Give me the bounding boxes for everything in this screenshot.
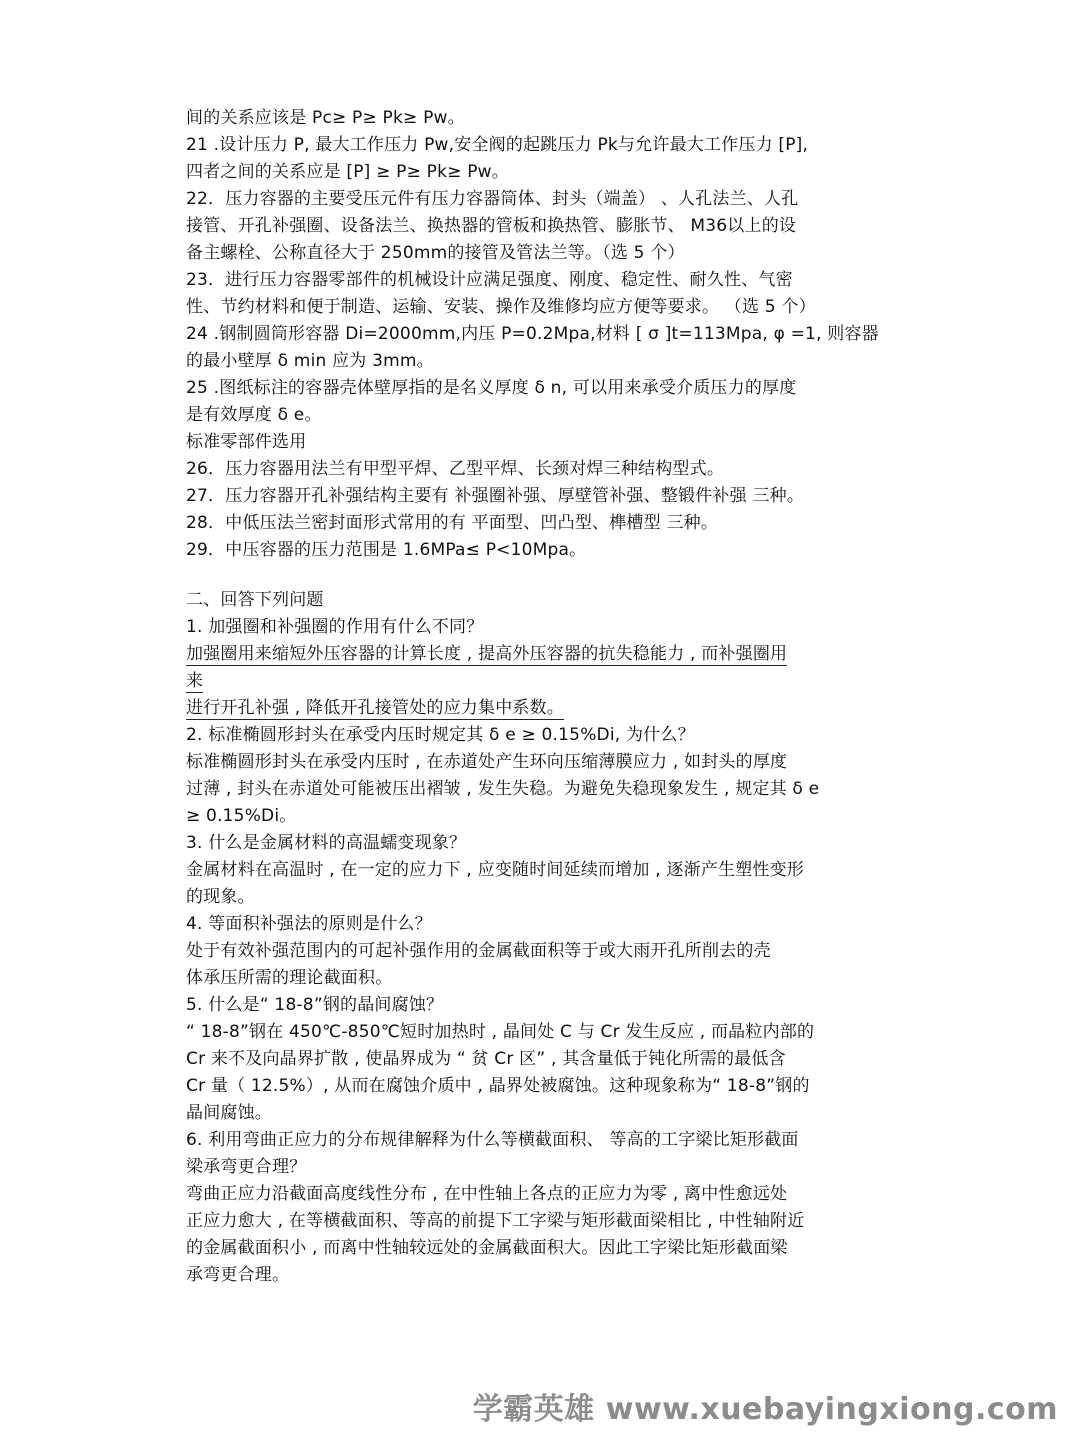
underlined-answer: 进行开孔补强 , 降低开孔接管处的应力集中系数。 — [186, 698, 565, 718]
answer-5-line: Cr 来不及向晶界扩散 , 使晶界成为 “ 贫 Cr 区” , 其含量低于钝化所需的最低含 — [186, 1049, 786, 1069]
question-28-line: 28．中低压法兰密封面形式常用的有 平面型、凹凸型、榫槽型 三种。 — [186, 513, 719, 533]
answer-1-line — [186, 697, 564, 719]
text-line: 间的关系应该是 Pc≥ P≥ Pk≥ Pw。 — [186, 108, 465, 128]
text-line: 接管、开孔补强圈、设备法兰、换热器的管板和换热管、膨胀节、 M36以上的设 — [186, 216, 797, 236]
text-line: 备主螺栓、公称直径大于 250mm的接管及管法兰等。（选 5 个） — [186, 243, 685, 263]
answer-1-line — [186, 643, 787, 665]
question-27-line: 27．压力容器开孔补强结构主要有 补强圈补强、厚壁管补强、整锻件补强 三种。 — [186, 486, 805, 506]
section-heading-answer-questions: 二、回答下列问题 — [186, 590, 324, 610]
text-line: 的最小壁厚 δ min 应为 3mm。 — [186, 351, 434, 371]
question-23-line: 23．进行压力容器零部件的机械设计应满足强度、刚度、稳定性、耐久性、气密 — [186, 270, 793, 290]
question-24-line: 24 .钢制圆筒形容器 Di=2000mm,内压 P=0.2Mpa,材料 [ σ ]t=113Mpa, φ =1, 则容器 — [186, 324, 879, 344]
section-heading-standard-parts: 标准零部件选用 — [186, 432, 307, 452]
answer-5-line: Cr 量（ 12.5%）, 从而在腐蚀介质中 , 晶界处被腐蚀。这种现象称为“ 18-8”钢的 — [186, 1076, 810, 1096]
question-26-line: 26．压力容器用法兰有甲型平焊、乙型平焊、长颈对焊三种结构型式。 — [186, 459, 725, 479]
answer-5-line: “ 18-8”钢在 450℃-850℃短时加热时 , 晶间处 C 与 Cr 发生反应 , 而晶粒内部的 — [186, 1022, 815, 1042]
answer-6-line: 承弯更合理。 — [186, 1265, 290, 1285]
answer-6-line: 的金属截面积小 , 而离中性轴较远处的金属截面积大。因此工字梁比矩形截面梁 — [186, 1238, 788, 1258]
question-21-line: 21 .设计压力 P, 最大工作压力 Pw,安全阀的起跳压力 Pk与允许最大工作压力 [P], — [186, 135, 809, 155]
answer-6-line: 弯曲正应力沿截面高度线性分布 , 在中性轴上各点的正应力为零 , 离中性愈远处 — [186, 1184, 788, 1204]
answer-4-line: 处于有效补强范围内的可起补强作用的金属截面积等于或大雨开孔所削去的壳 — [186, 941, 771, 961]
answer-5-line: 晶间腐蚀。 — [186, 1103, 272, 1123]
question-25-line: 25 .图纸标注的容器壳体壁厚指的是名义厚度 δ n, 可以用来承受介质压力的厚度 — [186, 378, 797, 398]
question-4: 4. 等面积补强法的原则是什么？ — [186, 914, 432, 934]
answer-6-line: 正应力愈大 , 在等横截面积、等高的前提下工字梁与矩形截面梁相比 , 中性轴附近 — [186, 1211, 805, 1231]
question-6-cont: 梁承弯更合理？ — [186, 1157, 307, 1177]
underlined-answer: 来 — [186, 671, 204, 691]
question-3: 3. 什么是金属材料的高温蠕变现象？ — [186, 833, 467, 853]
text-line: 是有效厚度 δ e。 — [186, 405, 322, 425]
site-watermark: 学霸英雄 www.xuebayingxiong.com — [472, 1392, 1058, 1427]
answer-2-line: 标准椭圆形封头在承受内压时 , 在赤道处产生环向压缩薄膜应力 , 如封头的厚度 — [186, 752, 788, 772]
answer-2-line: ≥ 0.15%Di。 — [186, 806, 297, 826]
question-2: 2. 标准椭圆形封头在承受内压时规定其 δ e ≥ 0.15%Di, 为什么？ — [186, 725, 695, 745]
answer-1-line — [186, 670, 203, 692]
answer-3-line: 金属材料在高温时 , 在一定的应力下 , 应变随时间延续而增加 , 逐渐产生塑性变形 — [186, 860, 805, 880]
question-5: 5. 什么是“ 18-8”钢的晶间腐蚀？ — [186, 995, 444, 1015]
underlined-answer: 加强圈用来缩短外压容器的计算长度 , 提高外压容器的抗失稳能力 , 而补强圈用 — [186, 644, 788, 664]
answer-3-line: 的现象。 — [186, 887, 255, 907]
text-line: 四者之间的关系应是 [P] ≥ P≥ Pk≥ Pw。 — [186, 162, 509, 182]
answer-4-line: 体承压所需的理论截面积。 — [186, 968, 393, 988]
answer-2-line: 过薄 , 封头在赤道处可能被压出褶皱 , 发生失稳。为避免失稳现象发生 , 规定其 δ e — [186, 779, 820, 799]
question-6: 6. 利用弯曲正应力的分布规律解释为什么等横截面积、 等高的工字梁比矩形截面 — [186, 1130, 799, 1150]
question-22-line: 22．压力容器的主要受压元件有压力容器筒体、封头（端盖） 、人孔法兰、人孔 — [186, 189, 799, 209]
question-29-line: 29．中压容器的压力范围是 1.6MPa≤ P<10Mpa。 — [186, 540, 587, 560]
text-line: 性、节约材料和便于制造、运输、安装、操作及维修均应方便等要求。 （选 5 个） — [186, 297, 816, 317]
question-1: 1. 加强圈和补强圈的作用有什么不同？ — [186, 617, 484, 637]
